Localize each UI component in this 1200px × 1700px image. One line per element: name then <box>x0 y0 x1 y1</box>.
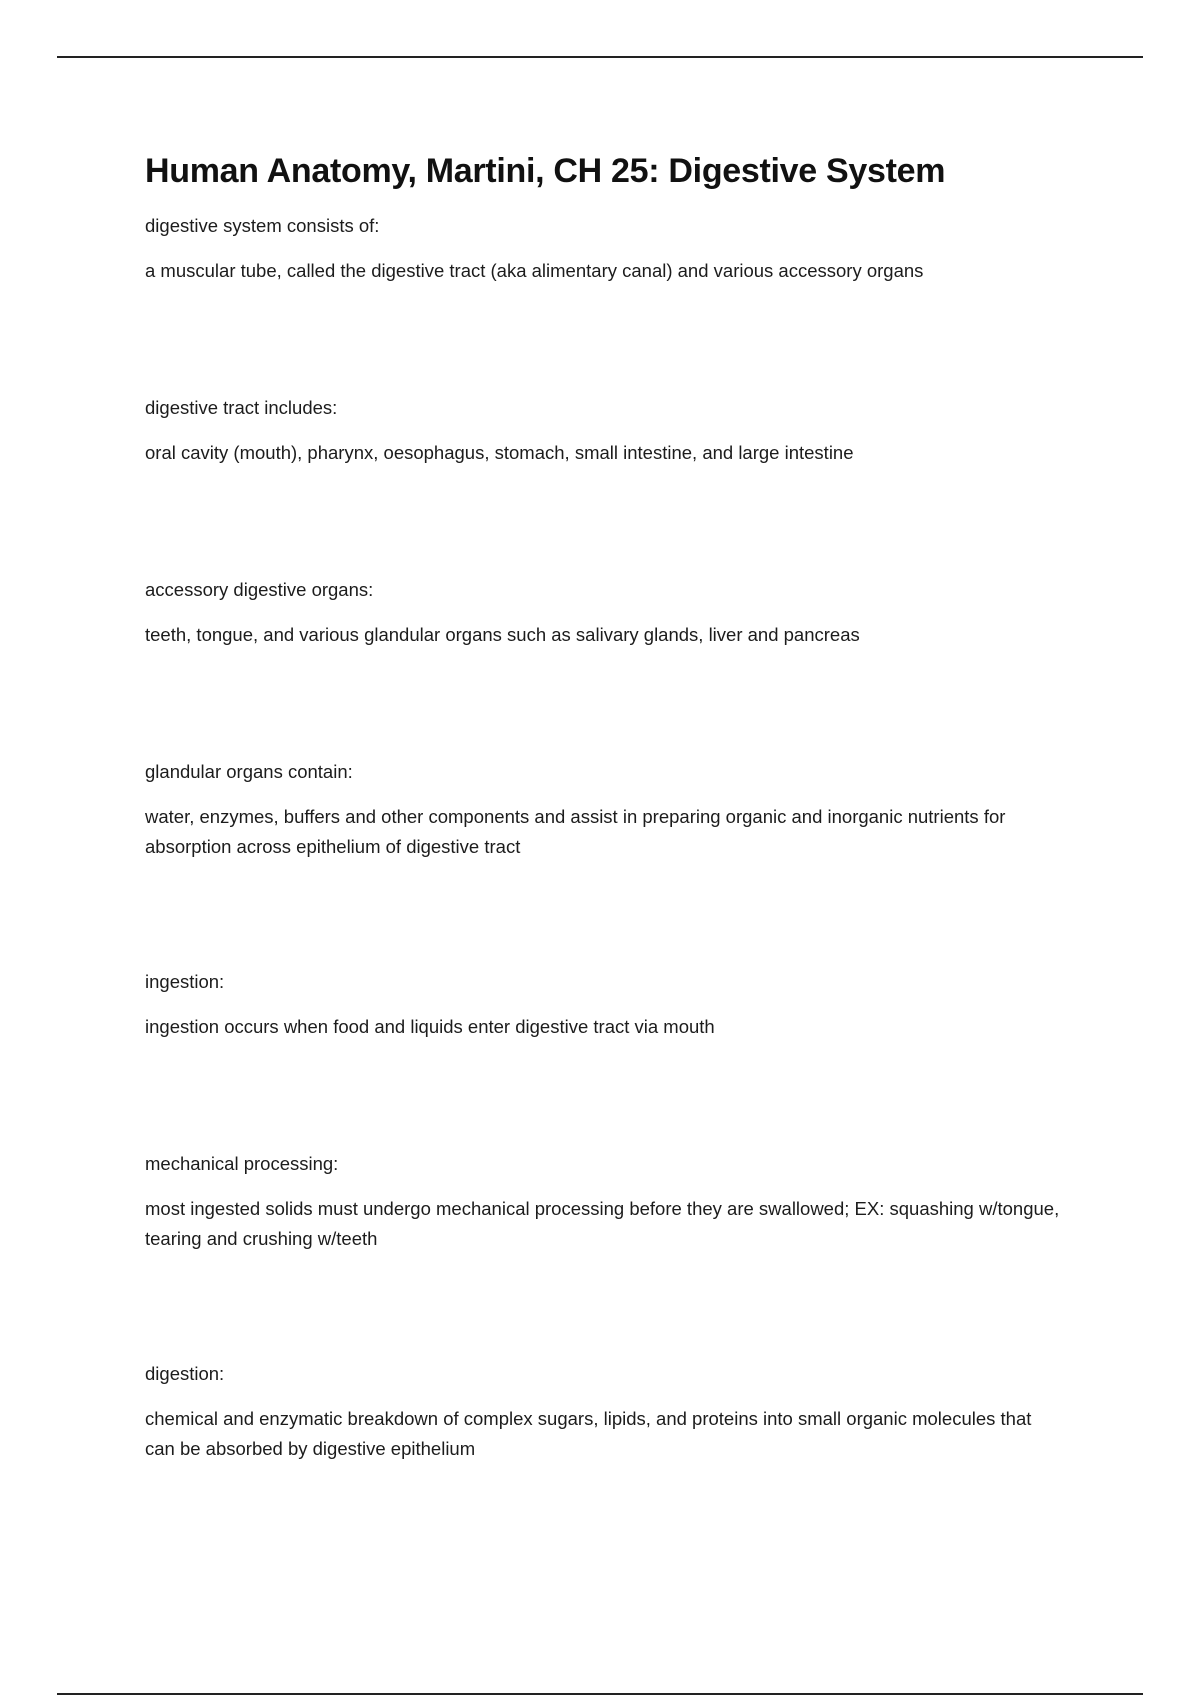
card-definition: ingestion occurs when food and liquids enter digestive tract via mouth <box>145 1016 715 1037</box>
bottom-rule <box>57 1693 1143 1695</box>
flashcard <box>145 212 1065 286</box>
card-definition: a muscular tube, called the digestive tract (aka alimentary canal) and various accessory organs <box>145 260 924 281</box>
card-definition: teeth, tongue, and various glandular organs such as salivary glands, liver and pancreas <box>145 624 860 645</box>
flashcard <box>145 576 1065 650</box>
flashcard <box>145 394 1065 468</box>
flashcard <box>145 1360 1065 1464</box>
card-term: mechanical processing: <box>145 1153 339 1174</box>
document-body <box>145 146 1065 1459</box>
card-term: digestive tract includes: <box>145 397 338 418</box>
card-definition: chemical and enzymatic breakdown of complex sugars, lipids, and proteins into small organic molecules that can be absorbed by digestive epithelium <box>145 1408 1032 1459</box>
card-term: digestion: <box>145 1363 225 1384</box>
flashcard <box>145 1150 1065 1254</box>
top-rule <box>57 56 1143 58</box>
page-title: Human Anatomy, Martini, CH 25: Digestive System <box>145 152 946 190</box>
card-term: ingestion: <box>145 971 225 992</box>
card-term: glandular organs contain: <box>145 761 353 782</box>
flashcard <box>145 758 1065 862</box>
card-term: accessory digestive organs: <box>145 579 374 600</box>
card-definition: most ingested solids must undergo mechanical processing before they are swallowed; EX: squashing w/tongue, tearing and crushing w/teeth <box>145 1198 1060 1249</box>
flashcard <box>145 968 1065 1042</box>
card-definition: oral cavity (mouth), pharynx, oesophagus, stomach, small intestine, and large intestine <box>145 442 854 463</box>
card-term: digestive system consists of: <box>145 215 380 236</box>
card-definition: water, enzymes, buffers and other components and assist in preparing organic and inorganic nutrients for absorption across epithelium of digestive tract <box>145 806 1006 857</box>
